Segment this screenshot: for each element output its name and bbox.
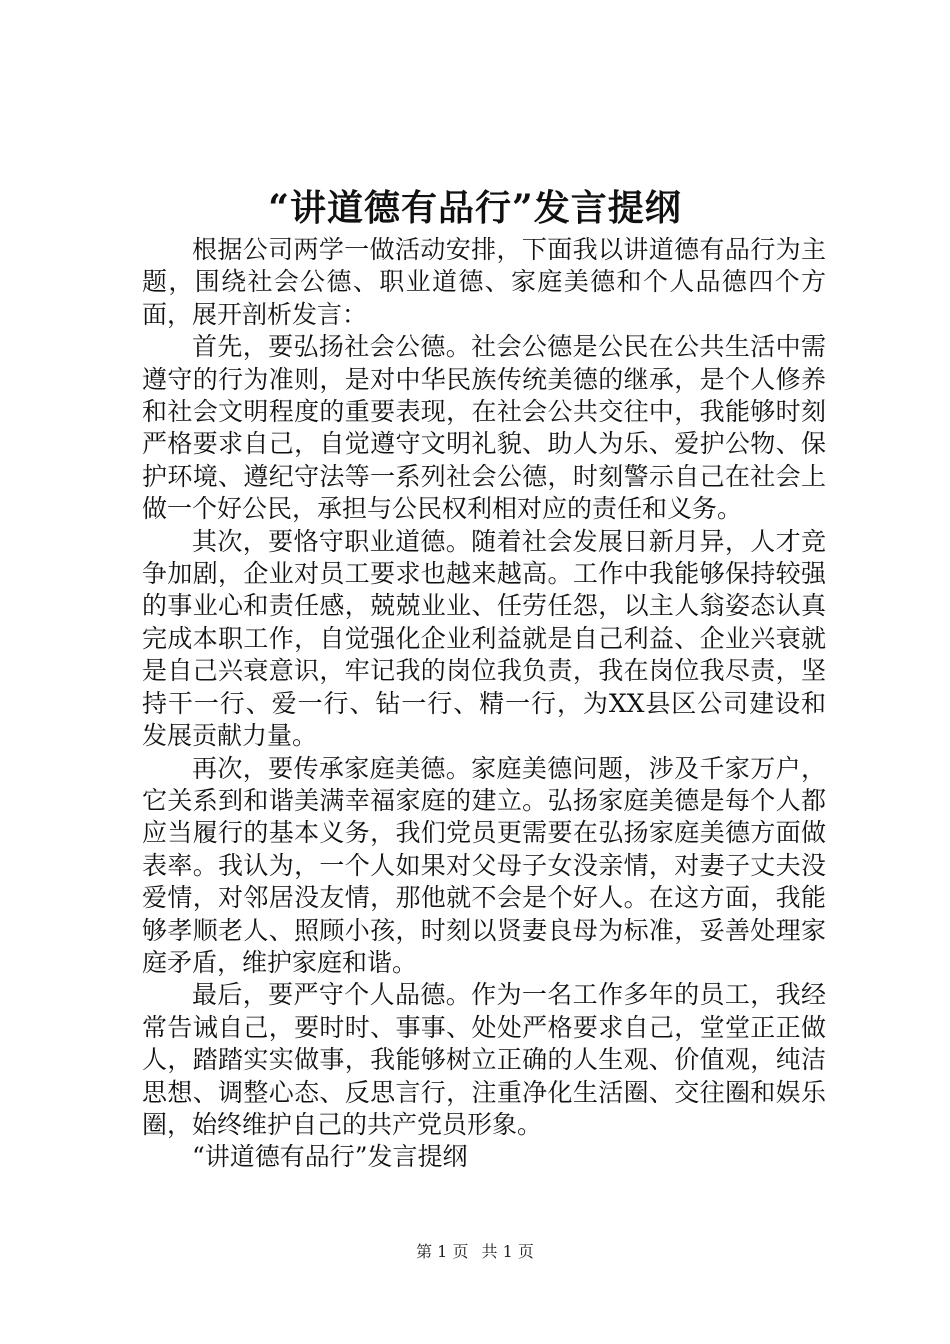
paragraph-social-morality: 首先，要弘扬社会公德。社会公德是公民在公共生活中需遵守的行为准则，是对中华民族传统美德的继承，是个人修养和社会文明程度的重要表现，在社会公共交往中，我能够时刻严格要求自己，自觉遵守文明礼貌、助人为乐、爱护公物、保护环境、遵纪守法等一系列社会公德，时刻警示自己在社会上做一个好公民，承担与公民权利相对应的责任和义务。 xyxy=(142,332,826,524)
page-number-current: 第 1 页 xyxy=(416,1242,469,1261)
paragraph-family-virtues: 再次，要传承家庭美德。家庭美德问题，涉及千家万户，它关系到和谐美满幸福家庭的建立。弘扬家庭美德是每个人都应当履行的基本义务，我们党员更需要在弘扬家庭美德方面做表率。我认为，一个人如果对父母子女没亲情，对妻子丈夫没爱情，对邻居没友情，那他就不会是个好人。在这方面，我能够孝顺老人、照顾小孩，时刻以贤妻良母为标准，妥善处理家庭矛盾，维护家庭和谐。 xyxy=(142,753,826,977)
paragraph-personal-character: 最后，要严守个人品德。作为一名工作多年的员工，我经常告诫自己，要时时、事事、处处严格要求自己，堂堂正正做人，踏踏实实做事，我能够树立正确的人生观、价值观，纯洁思想、调整心态、反思言行，注重净化生活圈、交往圈和娱乐圈，始终维护自己的共产党员形象。 xyxy=(142,980,826,1139)
paragraph-intro: 根据公司两学一做活动安排，下面我以讲道德有品行为主题，围绕社会公德、职业道德、家庭美德和个人品德四个方面，展开剖析发言： xyxy=(142,235,826,329)
page-footer xyxy=(0,1240,950,1264)
document-title: “讲道德有品行”发言提纲 xyxy=(268,187,682,229)
paragraph-professional-ethics: 其次，要恪守职业道德。随着社会发展日新月异，人才竞争加剧，企业对员工要求也越来越高。工作中我能够保持较强的事业心和责任感，兢兢业业、任劳任怨，以主人翁姿态认真完成本职工作，自觉强化企业利益就是自己利益、企业兴衰就是自己兴衰意识，牢记我的岗位我负责，我在岗位我尽责，坚持干一行、爱一行、钻一行、精一行，为XX县区公司建设和发展贡献力量。 xyxy=(142,526,826,751)
document-body xyxy=(142,234,826,1174)
closing-title: “讲道德有品行”发言提纲 xyxy=(192,1142,468,1172)
page-number-total: 共 1 页 xyxy=(481,1242,534,1261)
